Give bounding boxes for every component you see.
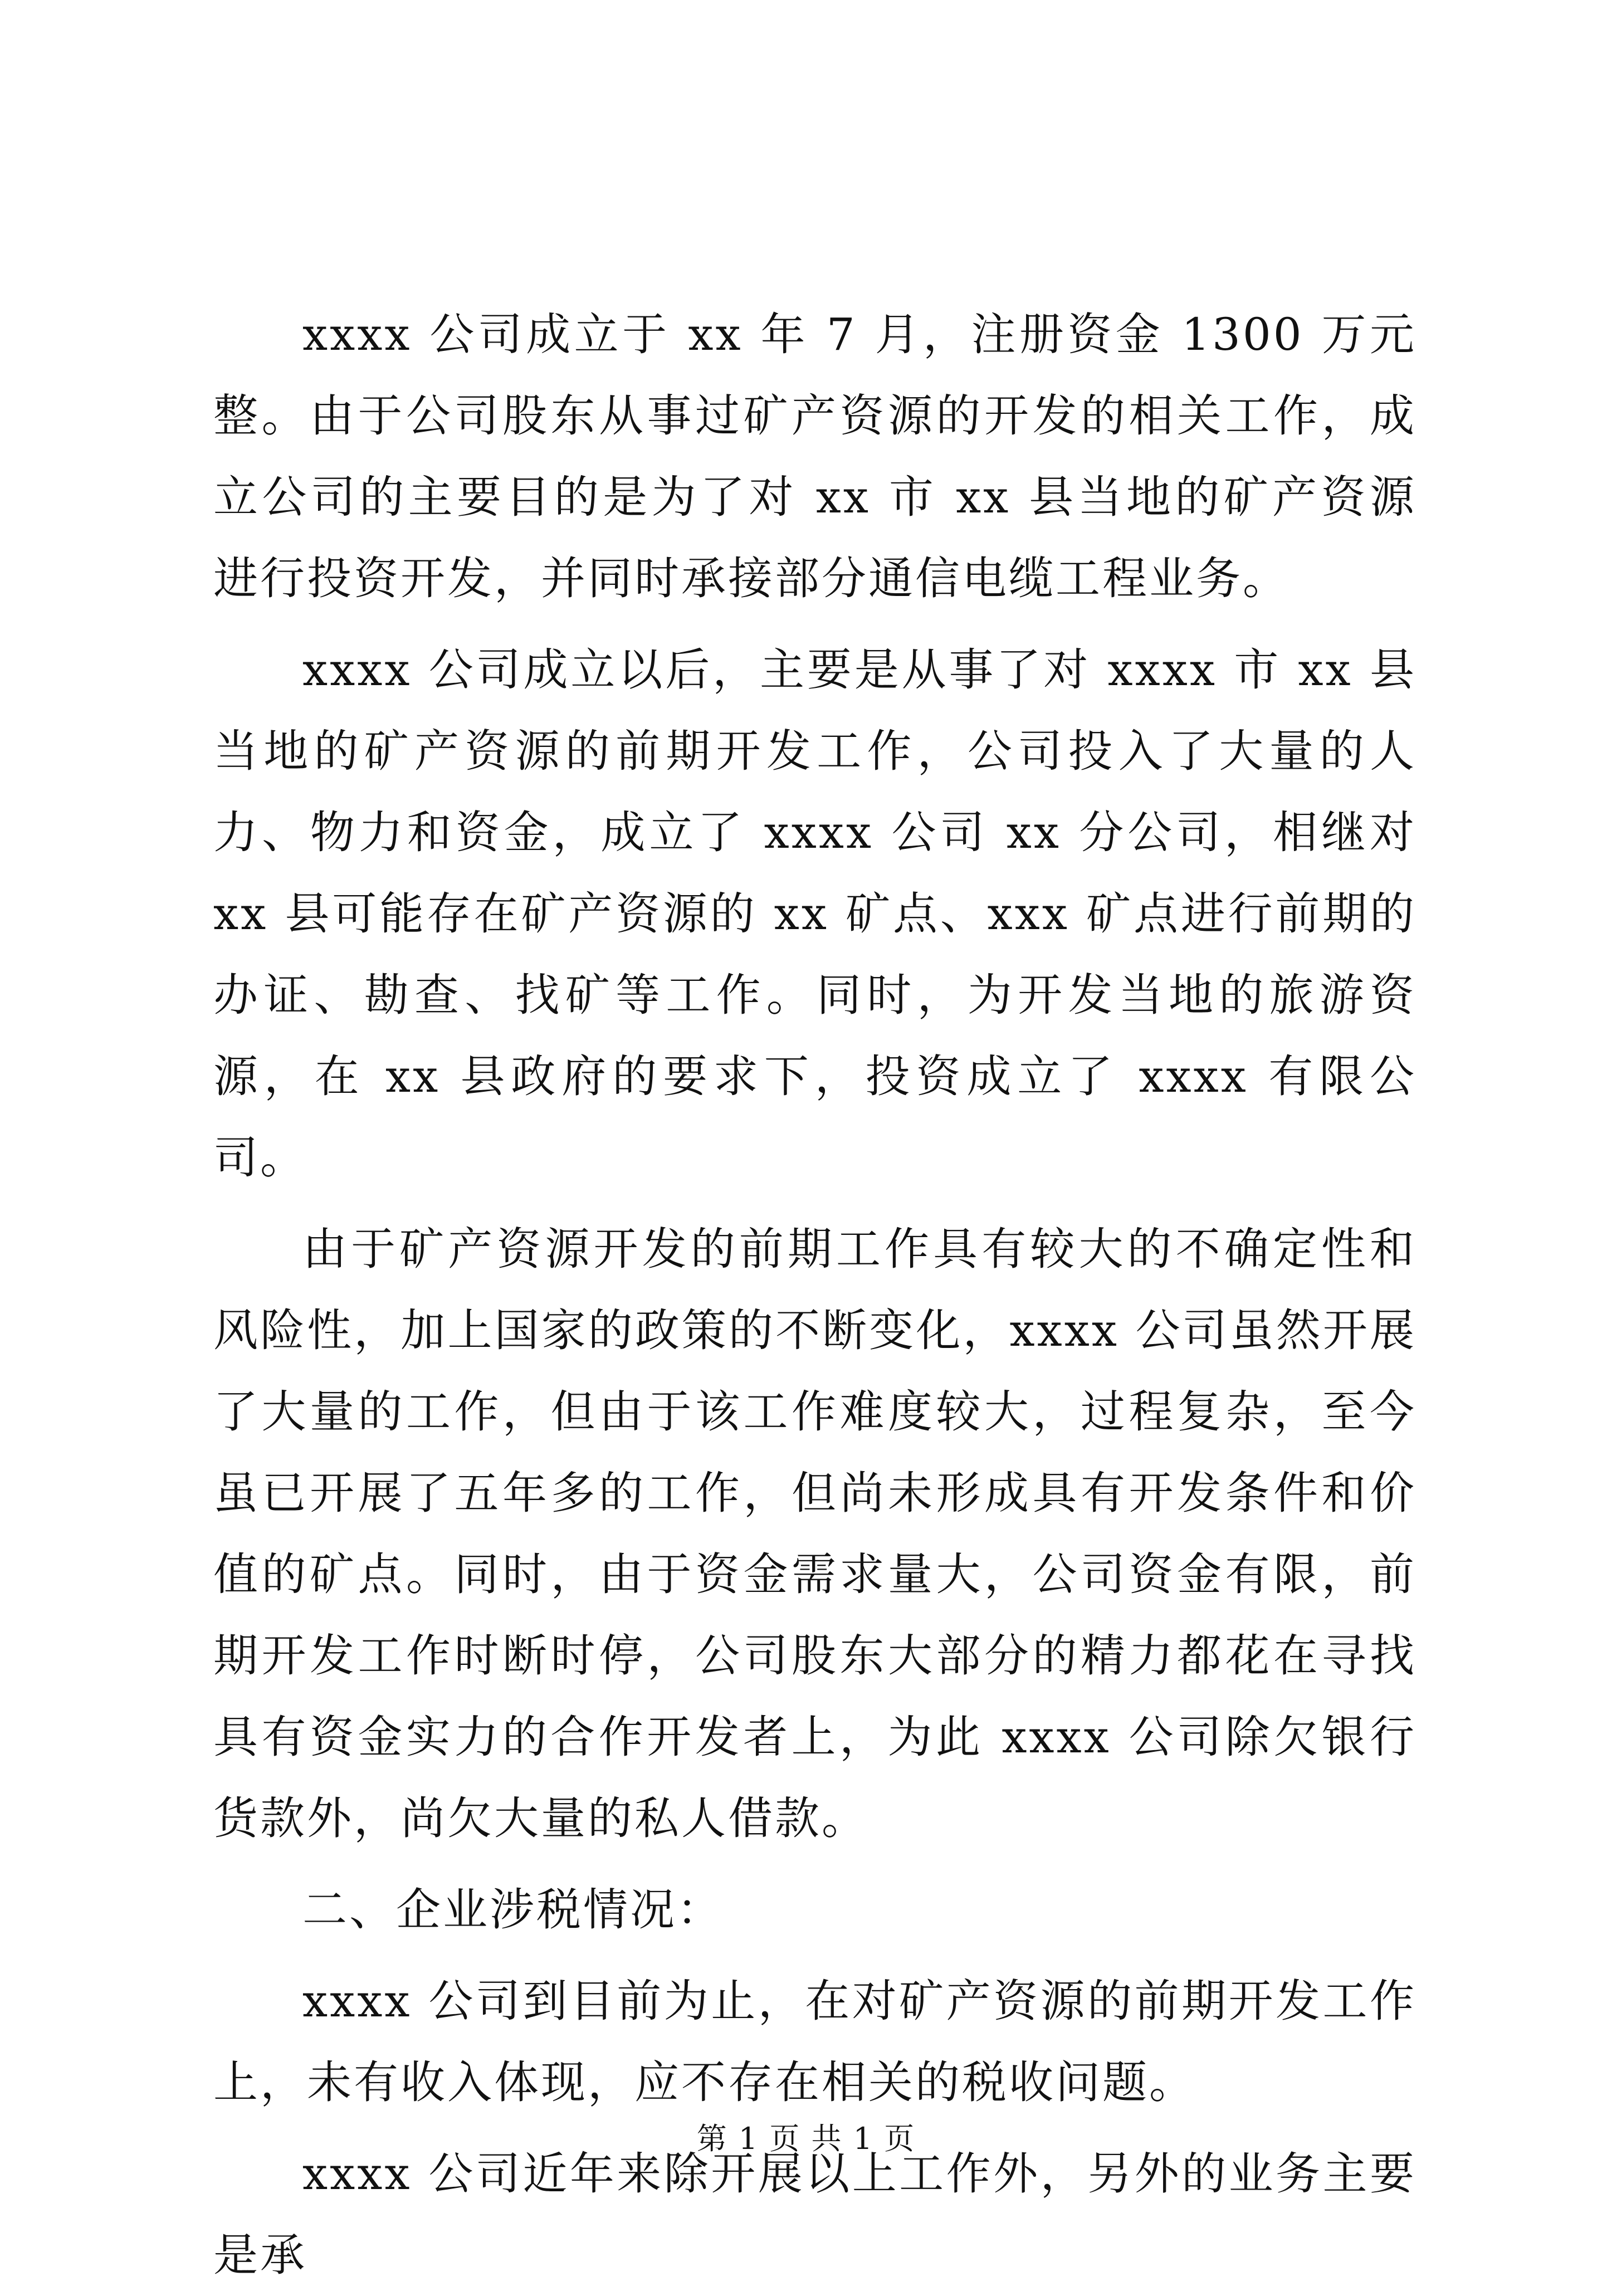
section-heading-tax-situation: 二、企业涉税情况： — [302, 1884, 724, 1936]
paragraph-development-work: xxxx 公司成立以后，主要是从事了对 xxxx 市 xx 县当地的矿产资源的前期开发工作，公司投入了大量的人力、物力和资金，成立了 xxxx 公司 xx 分公司，相继对 xx 县可能存在矿产资源的 xx 矿点、xxx 矿点进行前期的办证、勘查、找矿等工作。同时，为开发当地的旅游资源，在 xx 县政府的要求下，投资成立了 xxxx 有限公司。 — [213, 644, 1416, 1184]
document-body — [213, 294, 1416, 2296]
paragraph-company-overview: xxxx 公司成立于 xx 年 7 月，注册资金 1300 万元整。由于公司股东从事过矿产资源的开发的相关工作，成立公司的主要目的是为了对 xx 市 xx 县当地的矿产资源进行投资开发，并同时承接部分通信电缆工程业务。 — [213, 309, 1416, 604]
paragraph-risk-and-funding: 由于矿产资源开发的前期工作具有较大的不确定性和风险性，加上国家的政策的不断变化，xxxx 公司虽然开展了大量的工作，但由于该工作难度较大，过程复杂，至今虽已开展了五年多的工作，但尚未形成具有开发条件和价值的矿点。同时，由于资金需求量大，公司资金有限，前期开发工作时断时停，公司股东大部分的精力都花在寻找具有资金实力的合作开发者上，为此 xxxx 公司除欠银行货款外，尚欠大量的私人借款。 — [213, 1223, 1416, 1844]
paragraph-other-business: xxxx 公司近年来除开展以上工作外，另外的业务主要是承 — [213, 2148, 1416, 2281]
paragraph-tax-status: xxxx 公司到目前为止，在对矿产资源的前期开发工作上，未有收入体现，应不存在相关的税收问题。 — [213, 1975, 1416, 2108]
page-number-footer: 第 1 页 共 1 页 — [696, 2121, 916, 2156]
